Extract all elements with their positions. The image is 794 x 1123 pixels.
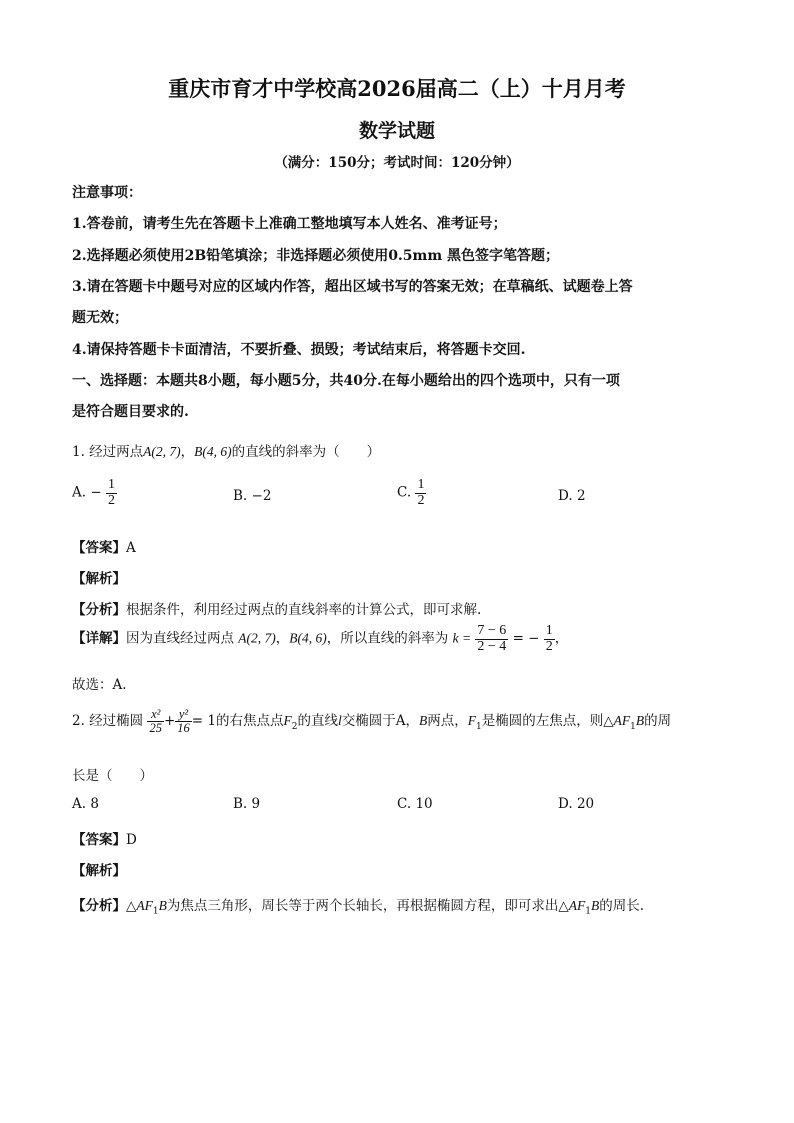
question-2-stem: 2. 经过椭圆 $\frac{\text{x²}}{25}$ + $\frac{\text{y²}}{16}$ = 1的右焦点点$F_2$的直线l交椭圆于A，B两点，$F_1$是椭圆的左焦点，则$\triangle AF_1B$的周 (72, 707, 672, 736)
fenxi-line: 【分析】$\triangle AF_1B$为焦点三角形，周长等于两个长轴长，再根据椭圆方程，即可求出$\triangle AF_1B$的周长. (72, 898, 645, 917)
analysis-tag: 【解析】 (72, 863, 126, 879)
option-b: B. 9 (233, 796, 261, 812)
analysis-tag: 【解析】 (72, 571, 126, 587)
point-b: B(4, 6) (194, 444, 232, 459)
option-d: D. 20 (558, 796, 595, 812)
note-item: 3.请在答题卡中题号对应的区域内作答，超出区域书写的答案无效；在草稿纸、试题卷上答 (72, 279, 633, 295)
note-item: 2.选择题必须使用2B铅笔填涂；非选择题必须使用0.5mm 黑色签字笔答题； (72, 248, 560, 264)
note-item: 4.请保持答题卡卡面清洁，不要折叠、损毁；考试结束后，将答题卡交回. (72, 342, 526, 358)
option-c: C. 10 (397, 796, 433, 812)
answer-line: 【答案】D (72, 832, 137, 848)
conclusion-line: 故选：A. (72, 677, 127, 693)
notes-heading: 注意事项： (72, 185, 142, 201)
option-c: C. $\frac{1}{2}$ (397, 477, 425, 508)
option-d: D. 2 (558, 488, 586, 504)
fraction: $\frac{7 - 6}{2 - 4}$ (477, 623, 507, 654)
question-2-stem-cont: 长是（ ） (72, 768, 153, 784)
option-b: B. −2 (233, 488, 272, 504)
fraction: $\frac{\text{x²}}{25}$ (149, 707, 162, 736)
fraction: $\frac{1}{2}$ (545, 623, 553, 654)
note-item: 1.答卷前，请考生先在答题卡上准确工整地填写本人姓名、准考证号； (72, 216, 507, 232)
section-heading-cont: 是符合题目要求的. (72, 404, 189, 420)
note-item: 题无效； (72, 310, 128, 326)
detail-line: 【详解】因为直线经过两点 A(2, 7)，B(4, 6)，所以直线的斜率为 k = $\frac{7 - 6}{2 - 4}$ = − $\frac{1}{2}$ ， (72, 623, 569, 654)
exam-title: 重庆市育才中学校高2026届高二（上）十月月考 (168, 76, 626, 101)
fraction: $\frac{1}{2}$ (107, 477, 115, 508)
exam-subtitle: 数学试题 (358, 120, 435, 142)
fraction: $\frac{\text{y²}}{16}$ (177, 707, 190, 736)
point-a: A(2, 7) (143, 444, 181, 459)
option-a: A. 8 (72, 796, 99, 812)
fraction: $\frac{1}{2}$ (417, 477, 425, 508)
section-heading: 一、选择题：本题共8小题，每小题5分，共40分.在每小题给出的四个选项中，只有一项 (72, 373, 620, 389)
fenxi-line: 【分析】根据条件，利用经过两点的直线斜率的计算公式，即可求解. (72, 602, 482, 618)
option-a: A. − $\frac{1}{2}$ (72, 477, 115, 508)
question-1-stem: 1. 经过两点A(2, 7)，B(4, 6)的直线的斜率为（ ） (72, 444, 381, 460)
exam-meta: （满分：150分；考试时间：120分钟） (274, 155, 520, 171)
answer-line: 【答案】A (72, 540, 136, 556)
